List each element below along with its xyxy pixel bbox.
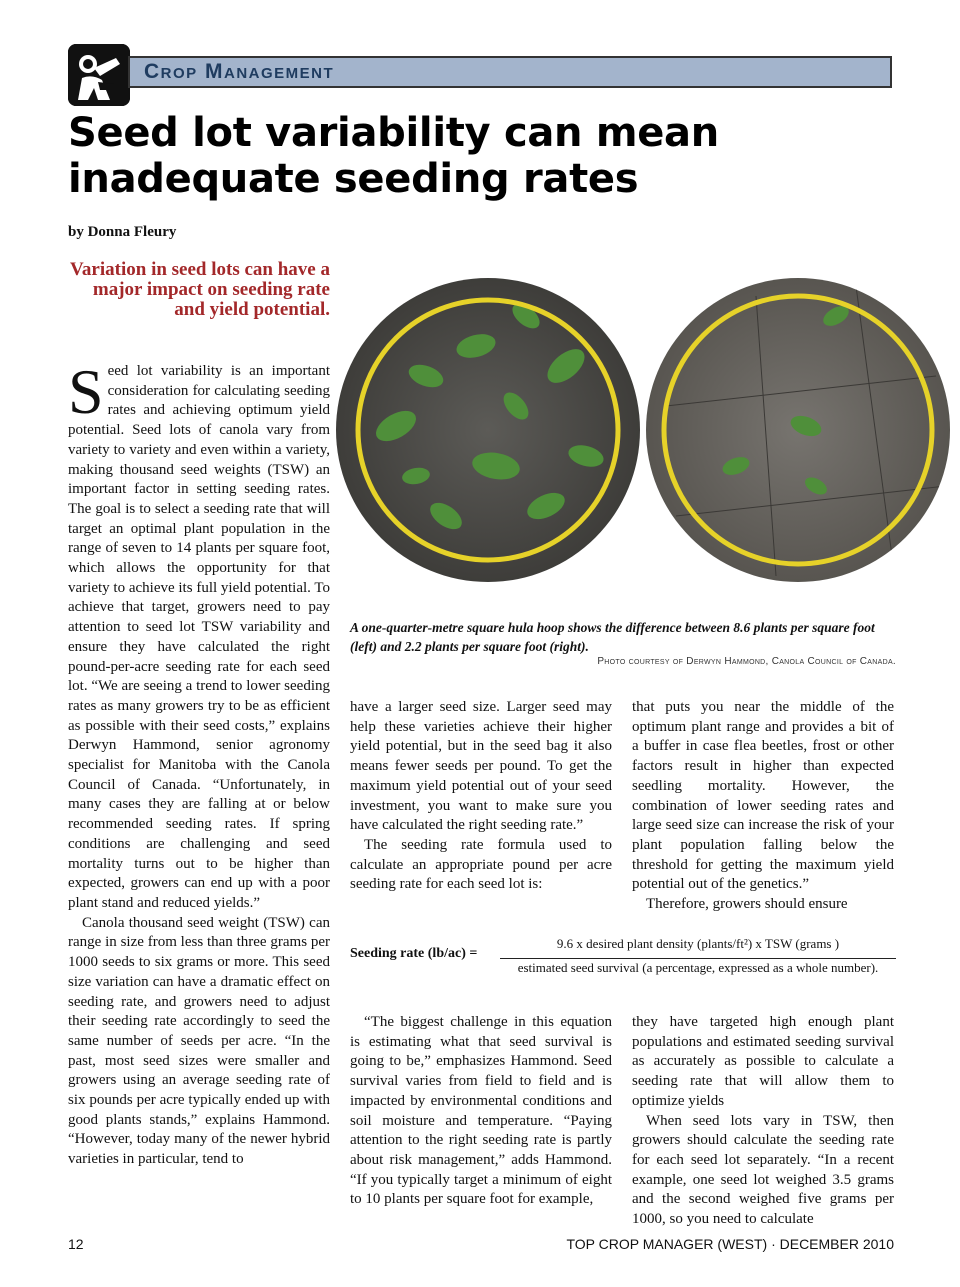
headline-line-2: inadequate seeding rates: [68, 156, 639, 202]
formula-fraction-line: [500, 958, 896, 959]
paragraph: “The biggest challenge in this equation is estimating what that seed survival is going to be,” emphasizes Hammond. Seed survival varies from field to field and is impacted by environmental conditions and soil moisture and temperature. “Paying attention to the right seeding rate is partly about risk management,” adds Hammond. “If you typically target a minimum of eight to 10 plants per square foot for example,: [350, 1014, 612, 1208]
page-number: 12: [68, 1236, 84, 1252]
headline-line-1: Seed lot variability can mean: [68, 110, 719, 156]
photo-credit: Photo courtesy of Derwyn Hammond, Canola Council of Canada.: [597, 656, 896, 667]
formula-numerator: 9.6 x desired plant density (plants/ft²) x TSW (grams ): [556, 936, 840, 951]
paragraph: Therefore, growers should ensure: [646, 896, 848, 913]
field-photo: [336, 256, 960, 612]
paragraph: have a larger seed size. Larger seed may help these varieties achieve their higher yield potential, but in the seed bag it also means fewer seeds per pound. To get the maximum yield potential out of your seed investment, you want to make sure you have calculated the right seeding rate.”: [350, 699, 612, 834]
byline: by Donna Fleury: [68, 224, 177, 240]
paragraph: Canola thousand seed weight (TSW) can range in size from less than three grams per 1000 seeds to six grams or more. This seed size variation can have a dramatic effect on seeding rate, and growers need to adjust their seeding rate accordingly to seed the same number of seeds per acre. “In the past, most seed sizes were smaller and growers using an average seeding rate of six pounds per acre typically ended up with good plants stands,” explains Hammond. “However, today many of the newer hybrid varieties in particular, tend to: [68, 914, 330, 1168]
farmer-logo-icon: [68, 44, 130, 106]
paragraph-text: eed lot variability is an important consideration for calculating seeding rates and achieving optimum yield potential. Seed lots of canola vary from variety to variety and even within a variety, making thousand seed weights (TSW) an important factor in setting seeding rates. The goal is to select a seeding rate that will target an optimal plant population in the range of seven to 14 plants per square foot, which allows the opportunity for that variety to achieve its full yield potential. To achieve that target, growers need to pay attention to seed lot TSW variability and ensure they have calculated the right pound-per-acre seeding rate for each seed lot. “We are seeing a trend to lower seeding rates as many growers try to be as efficient as possible with their seed costs,” explains Derwyn Hammond, senior agronomy specialist for Manitoba with the Canola Council of Canada. “Unfortunately, in many cases they are falling at or below recommended seeding rates. If spring conditions are challenging and seed mortality turns out to be higher than expected, growers can end up with a poor plant stand and reduced yields.”: [68, 363, 330, 911]
column-3-bottom: [632, 1013, 894, 1230]
column-2-bottom: [350, 1013, 612, 1210]
article-headline: [68, 110, 888, 202]
column-2-top: [350, 698, 612, 895]
paragraph: When seed lots vary in TSW, then growers should calculate the seeding rate for each seed lot separately. “In a recent example, one seed lot weighed 3.5 grams and the second weighed five grams per 1000, so you need to calculate: [632, 1112, 894, 1228]
dropcap: S: [68, 356, 104, 427]
photo-caption: A one-quarter-metre square hula hoop shows the difference between 8.6 plants per square foot (left) and 2.2 plants per square foot (right).: [350, 620, 875, 654]
section-label: Crop Management: [144, 60, 335, 83]
formula-label: Seeding rate (lb/ac) =: [350, 946, 478, 961]
formula-denominator: estimated seed survival (a percentage, expressed as a whole number).: [517, 960, 879, 975]
paragraph: that puts you near the middle of the optimum plant range and provides a bit of a buffer in case flea beetles, frost or other factors result in higher than expected seedling mortality. However, the combination of lower seeding rates and large seed size can increase the risk of your plant population falling below the threshold for getting the maximum yield potential out of the genetics.”: [632, 699, 894, 893]
column-1: [68, 356, 330, 1170]
paragraph: they have targeted high enough plant populations and estimated seeding survival as accurately as possible to calculate a seeding rate that will allow them to optimize yields: [632, 1014, 894, 1109]
paragraph: The seeding rate formula used to calculate an appropriate pound per acre seeding rate for each seed lot is:: [350, 836, 612, 893]
paragraph: [68, 356, 330, 914]
deck: Variation in seed lots can have a major impact on seeding rate and yield potential.: [69, 259, 330, 320]
publication-footer: TOP CROP MANAGER (WEST) · DECEMBER 2010: [566, 1236, 894, 1252]
column-3-top: [632, 698, 894, 915]
